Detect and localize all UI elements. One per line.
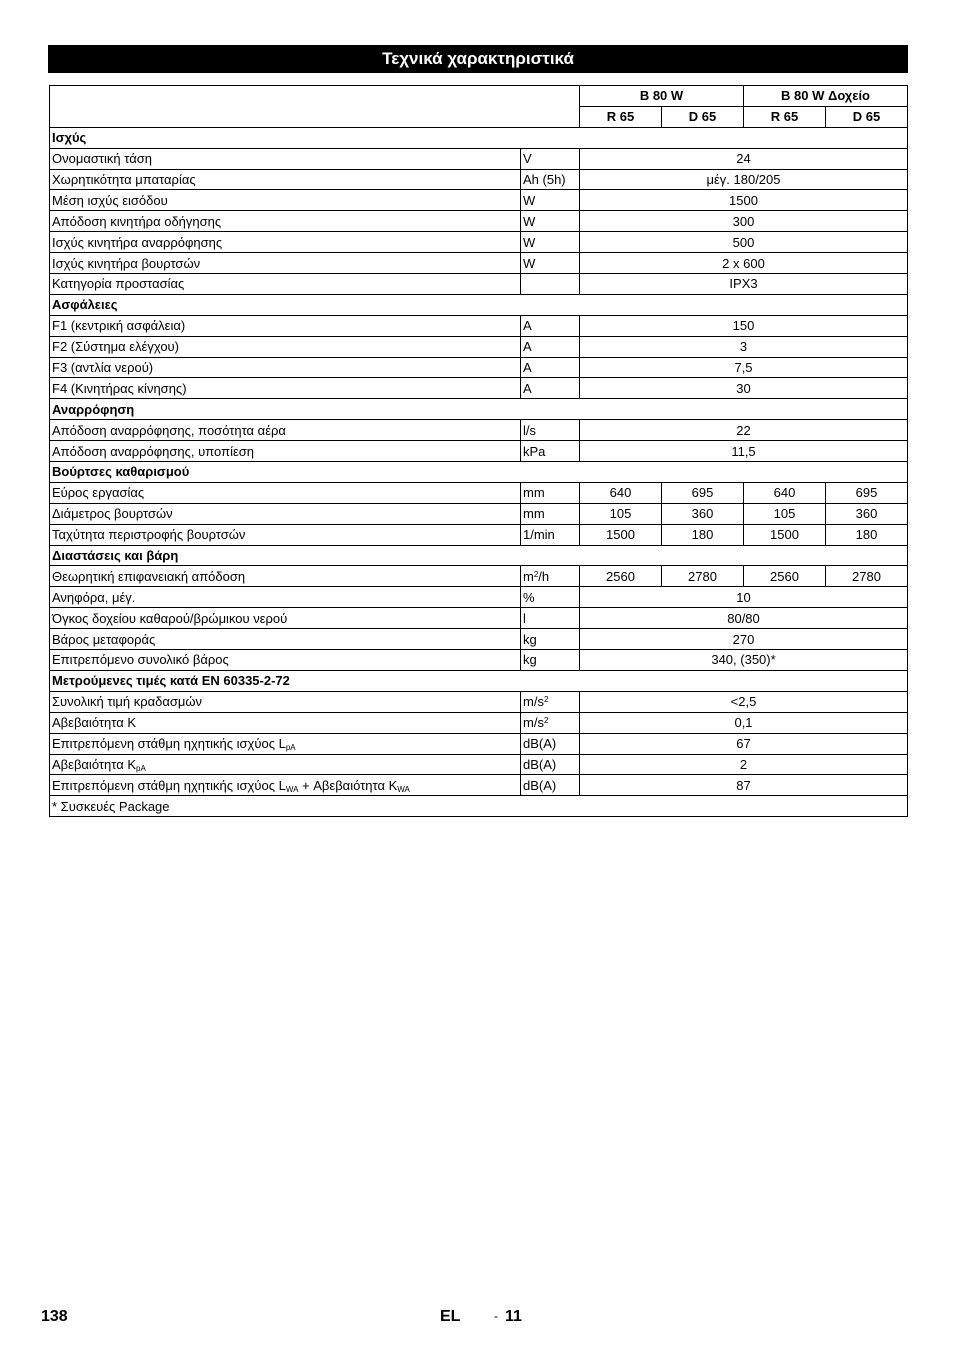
spec-label-text: Μέση ισχύς εισόδου xyxy=(52,192,168,208)
spec-value: 30 xyxy=(580,378,908,399)
table-header-row xyxy=(50,86,908,107)
spec-table xyxy=(49,85,908,817)
spec-value: 1500 xyxy=(744,524,826,545)
spec-unit-superscript: 2 xyxy=(533,569,539,579)
spec-label-text: Ονομαστική τάση xyxy=(52,151,152,167)
spec-label xyxy=(50,650,521,671)
spec-label-text: Απόδοση αναρρόφησης, ποσότητα αέρα xyxy=(52,422,286,438)
table-row xyxy=(50,503,908,524)
spec-label-text: Ισχύς κινητήρα βουρτσών xyxy=(52,255,201,271)
spec-label-text: Όγκος δοχείου καθαρού/βρώμικου νερού xyxy=(52,610,288,626)
spec-unit-text: A xyxy=(523,380,532,396)
spec-value: 80/80 xyxy=(580,608,908,629)
spec-value: 695 xyxy=(662,482,744,503)
spec-unit-text: W xyxy=(523,213,536,229)
spec-value: 180 xyxy=(662,524,744,545)
section-heading-row xyxy=(50,670,908,691)
spec-unit-text: mm xyxy=(523,485,545,501)
header-group-b80w: B 80 W xyxy=(580,86,744,107)
spec-label-text: Ισχύς κινητήρα αναρρόφησης xyxy=(52,234,223,250)
spec-unit xyxy=(521,587,580,608)
table-row xyxy=(50,441,908,462)
subheader-r65-1: R 65 xyxy=(580,106,662,127)
spec-value: 87 xyxy=(580,775,908,796)
language-code: EL xyxy=(440,1308,461,1325)
spec-value: 10 xyxy=(580,587,908,608)
table-row xyxy=(50,169,908,190)
spec-unit xyxy=(521,733,580,754)
spec-unit xyxy=(521,211,580,232)
header-group-b80w-tank: B 80 W Δοχείο xyxy=(744,86,908,107)
section-heading-row xyxy=(50,399,908,420)
spec-label-text: Απόδοση κινητήρα οδήγησης xyxy=(52,213,222,229)
spec-unit-text: A xyxy=(523,318,532,334)
spec-value: IPX3 xyxy=(580,274,908,295)
spec-value: 360 xyxy=(826,503,908,524)
spec-label-text: F4 (Κινητήρας κίνησης) xyxy=(52,380,187,396)
spec-value: 180 xyxy=(826,524,908,545)
spec-unit-text: kPa xyxy=(523,443,546,459)
table-row xyxy=(50,650,908,671)
spec-value: 2 xyxy=(580,754,908,775)
section-heading-row xyxy=(50,462,908,483)
header-blank-cell xyxy=(50,86,580,107)
spec-value: 2780 xyxy=(826,566,908,587)
section-heading: Διαστάσεις και βάρη xyxy=(50,545,908,566)
spec-label xyxy=(50,775,521,796)
spec-label-text: Ταχύτητα περιστροφής βουρτσών xyxy=(52,527,246,543)
spec-label-text: Επιτρεπόμενη στάθμη ηχητικής ισχύος L xyxy=(52,777,286,793)
spec-label xyxy=(50,733,521,754)
spec-unit xyxy=(521,775,580,796)
spec-label xyxy=(50,587,521,608)
spec-value: 150 xyxy=(580,315,908,336)
subheader-blank-cell xyxy=(50,106,580,127)
spec-label xyxy=(50,754,521,775)
spec-value: 2560 xyxy=(744,566,826,587)
spec-value: 3 xyxy=(580,336,908,357)
spec-unit xyxy=(521,503,580,524)
spec-label xyxy=(50,482,521,503)
spec-unit-text: dB(A) xyxy=(523,756,557,772)
spec-label-text: F1 (κεντρική ασφάλεια) xyxy=(52,318,186,334)
table-row xyxy=(50,587,908,608)
spec-unit xyxy=(521,441,580,462)
spec-unit xyxy=(521,357,580,378)
spec-value: 640 xyxy=(580,482,662,503)
spec-label-text: Ανηφόρα, μέγ. xyxy=(52,589,136,605)
spec-value: 67 xyxy=(580,733,908,754)
spec-unit xyxy=(521,650,580,671)
section-heading-row xyxy=(50,294,908,315)
spec-unit xyxy=(521,190,580,211)
spec-unit xyxy=(521,691,580,712)
spec-unit-text: m/s xyxy=(523,694,544,710)
spec-label xyxy=(50,712,521,733)
spec-label xyxy=(50,691,521,712)
spec-unit-text: mm xyxy=(523,506,545,522)
spec-value: 11,5 xyxy=(580,441,908,462)
spec-label xyxy=(50,524,521,545)
spec-value: 360 xyxy=(662,503,744,524)
spec-label xyxy=(50,253,521,274)
spec-unit-text: 1/min xyxy=(523,527,555,543)
table-row xyxy=(50,315,908,336)
spec-label-subscript: WA xyxy=(397,784,410,794)
spec-value: 300 xyxy=(580,211,908,232)
spec-unit-text: /h xyxy=(538,568,550,584)
spec-label-text: Συνολική τιμή κραδασμών xyxy=(52,694,203,710)
spec-unit xyxy=(521,482,580,503)
table-row xyxy=(50,357,908,378)
table-row xyxy=(50,524,908,545)
spec-unit xyxy=(521,608,580,629)
spec-label-text: Χωρητικότητα μπαταρίας xyxy=(52,172,196,187)
spec-value: 1500 xyxy=(580,524,662,545)
spec-unit-text: W xyxy=(523,255,536,271)
spec-unit xyxy=(521,253,580,274)
spec-unit-text: kg xyxy=(523,652,537,668)
subheader-r65-2: R 65 xyxy=(744,106,826,127)
spec-label xyxy=(50,629,521,650)
spec-unit xyxy=(521,148,580,169)
spec-unit xyxy=(521,336,580,357)
spec-value: 7,5 xyxy=(580,357,908,378)
table-row xyxy=(50,378,908,399)
table-row xyxy=(50,754,908,775)
spec-value: 695 xyxy=(826,482,908,503)
spec-unit xyxy=(521,754,580,775)
spec-label xyxy=(50,148,521,169)
table-row xyxy=(50,190,908,211)
spec-unit-text: m xyxy=(523,568,534,584)
subheader-d65-1: D 65 xyxy=(662,106,744,127)
spec-unit xyxy=(521,315,580,336)
spec-label xyxy=(50,566,521,587)
spec-value: 105 xyxy=(580,503,662,524)
spec-value: 1500 xyxy=(580,190,908,211)
spec-value: 0,1 xyxy=(580,712,908,733)
spec-label-text: Θεωρητική επιφανειακή απόδοση xyxy=(52,568,246,584)
table-row xyxy=(50,775,908,796)
spec-unit xyxy=(521,566,580,587)
spec-label-subscript: WA xyxy=(285,784,299,794)
spec-label-text: Διάμετρος βουρτσών xyxy=(52,506,173,522)
spec-label-subscript: pA xyxy=(285,743,296,753)
spec-label xyxy=(50,211,521,232)
spec-label xyxy=(50,336,521,357)
spec-value: 22 xyxy=(580,420,908,441)
footnote-row xyxy=(50,796,908,817)
spec-value: 2 x 600 xyxy=(580,253,908,274)
footer-dash: - xyxy=(494,1309,498,1323)
spec-label-text: F2 (Σύστημα ελέγχου) xyxy=(52,339,179,355)
spec-label-text: Επιτρεπόμενο συνολικό βάρος xyxy=(52,652,229,668)
spec-unit xyxy=(521,232,580,253)
spec-label-subscript: pA xyxy=(136,763,146,773)
spec-unit-text: W xyxy=(523,192,536,208)
spec-unit xyxy=(521,378,580,399)
table-row xyxy=(50,274,908,295)
spec-unit xyxy=(521,169,580,190)
spec-unit xyxy=(521,524,580,545)
table-subheader-row xyxy=(50,106,908,127)
subheader-d65-2: D 65 xyxy=(826,106,908,127)
spec-value: 24 xyxy=(580,148,908,169)
table-row xyxy=(50,566,908,587)
spec-label xyxy=(50,274,521,295)
section-heading: Αναρρόφηση xyxy=(50,399,908,420)
spec-label-text: F3 (αντλία νερού) xyxy=(52,360,154,376)
spec-unit-superscript: 2 xyxy=(543,695,549,705)
spec-label-text: + Αβεβαιότητα K xyxy=(298,777,398,793)
spec-label xyxy=(50,315,521,336)
section-page-number: 11 xyxy=(505,1308,522,1325)
spec-label-text: Απόδοση αναρρόφησης, υποπίεση xyxy=(52,443,255,459)
spec-unit-text: kg xyxy=(523,631,537,647)
spec-label xyxy=(50,378,521,399)
table-row xyxy=(50,712,908,733)
spec-value: <2,5 xyxy=(580,691,908,712)
spec-value: μέγ. 180/205 xyxy=(580,169,908,190)
table-row xyxy=(50,148,908,169)
spec-value: 270 xyxy=(580,629,908,650)
spec-value: 340, (350)* xyxy=(580,650,908,671)
spec-unit-text: V xyxy=(523,151,532,167)
spec-unit xyxy=(521,712,580,733)
spec-label xyxy=(50,608,521,629)
table-row xyxy=(50,253,908,274)
spec-label-text: Αβεβαιότητα K xyxy=(52,715,136,731)
spec-value: 2780 xyxy=(662,566,744,587)
spec-label xyxy=(50,420,521,441)
table-row xyxy=(50,629,908,650)
spec-unit-text: A xyxy=(523,360,532,376)
section-heading: Ασφάλειες xyxy=(50,294,908,315)
spec-label xyxy=(50,232,521,253)
section-heading-row xyxy=(50,545,908,566)
table-row xyxy=(50,733,908,754)
table-row xyxy=(50,336,908,357)
table-row xyxy=(50,691,908,712)
spec-unit-text: W xyxy=(523,234,536,250)
spec-label xyxy=(50,503,521,524)
table-row xyxy=(50,211,908,232)
spec-label xyxy=(50,190,521,211)
spec-value: 2560 xyxy=(580,566,662,587)
spec-unit-text: dB(A) xyxy=(523,736,557,752)
spec-label-text: Επιτρεπόμενη στάθμη ηχητικής ισχύος L xyxy=(52,736,286,752)
section-heading: Μετρούμενες τιμές κατά EN 60335-2-72 xyxy=(50,670,908,691)
spec-label xyxy=(50,357,521,378)
table-row xyxy=(50,482,908,503)
spec-value: 640 xyxy=(744,482,826,503)
spec-label xyxy=(50,169,521,190)
spec-unit-text: l/s xyxy=(523,422,536,438)
table-row xyxy=(50,420,908,441)
page-number: 138 xyxy=(41,1308,68,1325)
footnote: * Συσκευές Package xyxy=(50,796,908,817)
spec-value: 105 xyxy=(744,503,826,524)
spec-value: 500 xyxy=(580,232,908,253)
spec-unit xyxy=(521,274,580,295)
spec-unit-text: dB(A) xyxy=(523,777,557,793)
spec-label-text: Αβεβαιότητα K xyxy=(52,756,136,772)
spec-label-text: Εύρος εργασίας xyxy=(52,485,145,501)
spec-unit-superscript: 2 xyxy=(543,716,549,726)
spec-unit xyxy=(521,629,580,650)
spec-table-body xyxy=(50,86,908,796)
page-title: Τεχνικά χαρακτηριστικά xyxy=(48,45,908,73)
section-heading: Ισχύς xyxy=(50,127,908,148)
spec-label-text: Κατηγορία προστασίας xyxy=(52,276,185,292)
spec-label xyxy=(50,441,521,462)
spec-unit-text: m/s xyxy=(523,715,544,731)
section-heading-row xyxy=(50,127,908,148)
table-row xyxy=(50,608,908,629)
spec-unit-text: A xyxy=(523,339,532,355)
spec-unit-text: Ah (5h) xyxy=(523,172,566,187)
spec-unit-text: % xyxy=(523,589,535,605)
section-heading: Βούρτσες καθαρισμού xyxy=(50,462,908,483)
spec-unit xyxy=(521,420,580,441)
spec-label-text: Βάρος μεταφοράς xyxy=(52,631,156,647)
spec-unit-text: l xyxy=(523,610,526,626)
table-row xyxy=(50,232,908,253)
